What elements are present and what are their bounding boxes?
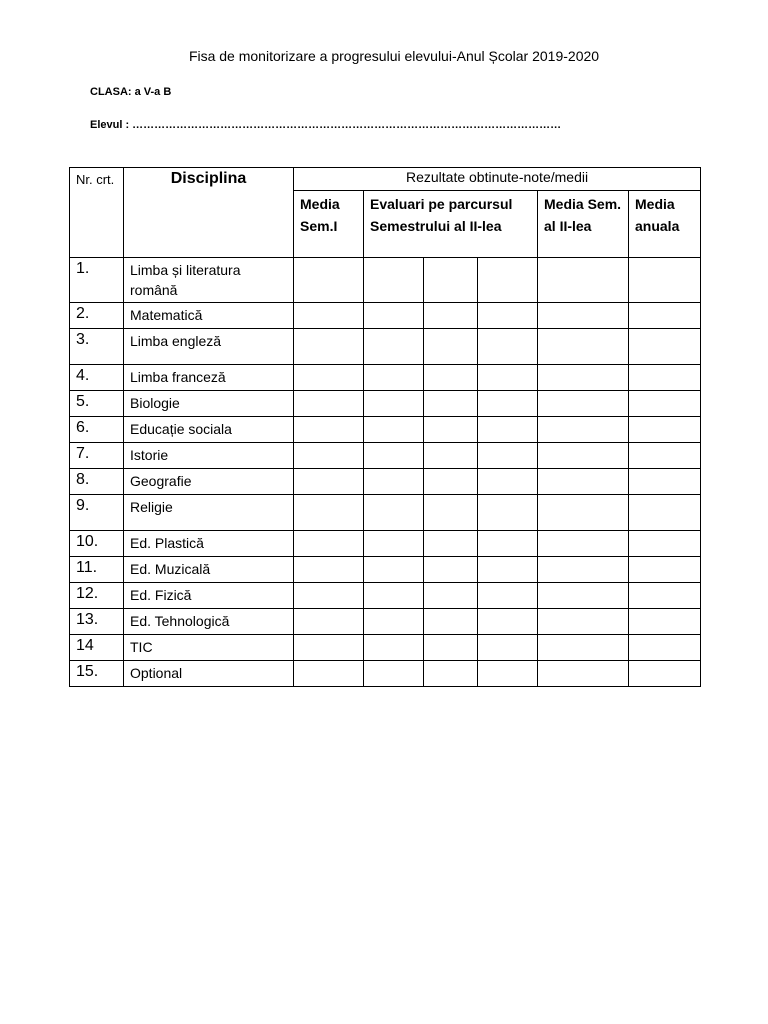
subject-name: Limba engleză [124,329,294,365]
grade-cell-evaluare-2[interactable] [424,495,478,531]
table-row [70,329,701,365]
table-row [70,635,701,661]
grade-cell-media-sem2[interactable] [538,258,629,303]
grade-cell-media-sem2[interactable] [538,443,629,469]
grade-cell-evaluare-2[interactable] [424,469,478,495]
table-row [70,609,701,635]
grade-cell-media-sem1[interactable] [294,635,364,661]
grade-cell-media-sem1[interactable] [294,417,364,443]
grade-cell-media-sem1[interactable] [294,531,364,557]
grade-cell-evaluare-1[interactable] [364,365,424,391]
grade-cell-media-anuala[interactable] [629,609,701,635]
row-number: 15. [70,661,124,687]
grade-cell-evaluare-3[interactable] [478,583,538,609]
grade-cell-evaluare-1[interactable] [364,303,424,329]
grade-cell-evaluare-2[interactable] [424,329,478,365]
grade-cell-evaluare-1[interactable] [364,635,424,661]
grade-cell-evaluare-1[interactable] [364,329,424,365]
grade-cell-evaluare-3[interactable] [478,531,538,557]
grade-cell-evaluare-2[interactable] [424,661,478,687]
row-number: 3. [70,329,124,365]
grade-cell-evaluare-3[interactable] [478,329,538,365]
grade-cell-media-sem1[interactable] [294,329,364,365]
grade-cell-evaluare-2[interactable] [424,417,478,443]
row-number: 1. [70,258,124,303]
table-row [70,443,701,469]
table-row [70,417,701,443]
grade-cell-media-sem1[interactable] [294,469,364,495]
grade-cell-media-anuala[interactable] [629,635,701,661]
grade-cell-evaluare-3[interactable] [478,661,538,687]
student-name-line: Elevul : ……………………………………………………………………………………………………… [90,119,562,131]
row-number: 6. [70,417,124,443]
grade-cell-evaluare-3[interactable] [478,258,538,303]
row-number: 4. [70,365,124,391]
grade-cell-media-anuala[interactable] [629,469,701,495]
header-rezultate: Rezultate obtinute-note/medii [294,168,701,191]
subject-name: TIC [124,635,294,661]
grade-cell-evaluare-1[interactable] [364,469,424,495]
grade-cell-media-sem2[interactable] [538,583,629,609]
row-number: 13. [70,609,124,635]
row-number: 5. [70,391,124,417]
grade-cell-media-sem2[interactable] [538,661,629,687]
grade-cell-media-sem1[interactable] [294,303,364,329]
grade-cell-evaluare-3[interactable] [478,609,538,635]
grade-cell-media-sem1[interactable] [294,557,364,583]
grade-cell-media-anuala[interactable] [629,443,701,469]
row-number: 2. [70,303,124,329]
grade-cell-media-anuala[interactable] [629,583,701,609]
grade-cell-media-sem2[interactable] [538,635,629,661]
grade-cell-evaluare-3[interactable] [478,635,538,661]
grade-cell-evaluare-2[interactable] [424,443,478,469]
subject-name: Educație sociala [124,417,294,443]
grade-cell-evaluare-1[interactable] [364,417,424,443]
grade-cell-media-sem1[interactable] [294,495,364,531]
grade-cell-media-sem2[interactable] [538,495,629,531]
grade-cell-evaluare-3[interactable] [478,303,538,329]
grade-cell-media-anuala[interactable] [629,557,701,583]
grade-cell-media-sem1[interactable] [294,661,364,687]
subject-name: Limba și literatura română [124,258,294,303]
grade-cell-media-sem1[interactable] [294,583,364,609]
grade-cell-evaluare-2[interactable] [424,609,478,635]
table-row [70,495,701,531]
grade-cell-evaluare-3[interactable] [478,469,538,495]
grade-cell-media-anuala[interactable] [629,661,701,687]
row-number: 7. [70,443,124,469]
grade-cell-media-sem2[interactable] [538,391,629,417]
grade-cell-media-anuala[interactable] [629,531,701,557]
table-row [70,391,701,417]
grade-cell-media-sem2[interactable] [538,329,629,365]
grade-cell-media-anuala[interactable] [629,417,701,443]
subject-name: Istorie [124,443,294,469]
grade-cell-evaluare-3[interactable] [478,557,538,583]
grade-cell-evaluare-1[interactable] [364,391,424,417]
grade-cell-evaluare-1[interactable] [364,495,424,531]
grade-cell-evaluare-1[interactable] [364,531,424,557]
header-evaluari: Evaluari pe parcursul Semestrului al II-lea [364,191,538,258]
grade-cell-evaluare-2[interactable] [424,635,478,661]
progress-table [69,167,701,687]
table-row [70,469,701,495]
grade-cell-evaluare-2[interactable] [424,557,478,583]
row-number: 11. [70,557,124,583]
grade-cell-media-sem1[interactable] [294,443,364,469]
subject-name: Geografie [124,469,294,495]
grade-cell-evaluare-1[interactable] [364,609,424,635]
grade-cell-media-anuala[interactable] [629,391,701,417]
grade-cell-evaluare-2[interactable] [424,583,478,609]
subject-name: Religie [124,495,294,531]
grade-cell-evaluare-2[interactable] [424,365,478,391]
grade-cell-media-sem2[interactable] [538,557,629,583]
grade-cell-media-sem2[interactable] [538,469,629,495]
subject-name: Ed. Muzicală [124,557,294,583]
document-title: Fisa de monitorizare a progresului elevului-Anul Școlar 2019-2020 [188,48,600,64]
grade-cell-evaluare-3[interactable] [478,417,538,443]
header-row [70,168,701,191]
subject-name: Ed. Plastică [124,531,294,557]
table-row [70,365,701,391]
table-row [70,531,701,557]
grade-cell-evaluare-3[interactable] [478,443,538,469]
header-nr-crt: Nr. crt. [70,168,124,258]
row-number: 10. [70,531,124,557]
grade-cell-media-anuala[interactable] [629,365,701,391]
subject-name: Limba franceză [124,365,294,391]
table-row [70,661,701,687]
grade-cell-evaluare-3[interactable] [478,495,538,531]
grade-cell-evaluare-2[interactable] [424,258,478,303]
grade-cell-evaluare-1[interactable] [364,583,424,609]
table-row [70,583,701,609]
grade-cell-evaluare-2[interactable] [424,391,478,417]
row-number: 8. [70,469,124,495]
grade-cell-media-sem2[interactable] [538,531,629,557]
class-label: CLASA: a V-a B [90,86,172,98]
subject-name: Biologie [124,391,294,417]
row-number: 9. [70,495,124,531]
grade-cell-media-sem2[interactable] [538,609,629,635]
header-media-sem1: Media Sem.I [294,191,364,258]
row-number: 14 [70,635,124,661]
table-row [70,557,701,583]
grade-cell-media-sem1[interactable] [294,365,364,391]
grade-cell-evaluare-2[interactable] [424,303,478,329]
subject-name: Matematică [124,303,294,329]
grade-cell-evaluare-3[interactable] [478,365,538,391]
grade-cell-media-anuala[interactable] [629,329,701,365]
grade-cell-media-anuala[interactable] [629,495,701,531]
subject-name: Ed. Fizică [124,583,294,609]
grade-cell-media-sem2[interactable] [538,303,629,329]
grade-cell-media-anuala[interactable] [629,258,701,303]
grade-cell-evaluare-3[interactable] [478,391,538,417]
grade-cell-evaluare-1[interactable] [364,258,424,303]
grade-cell-evaluare-1[interactable] [364,661,424,687]
grade-cell-media-sem1[interactable] [294,258,364,303]
row-number: 12. [70,583,124,609]
grade-cell-evaluare-1[interactable] [364,443,424,469]
header-disciplina: Disciplina [124,168,294,258]
subject-name: Ed. Tehnologică [124,609,294,635]
grade-cell-evaluare-2[interactable] [424,531,478,557]
table-row [70,258,701,303]
grade-cell-media-sem1[interactable] [294,609,364,635]
header-media-anuala: Media anuala [629,191,701,258]
subject-name: Optional [124,661,294,687]
grade-cell-media-sem1[interactable] [294,391,364,417]
table-row [70,303,701,329]
grade-cell-evaluare-1[interactable] [364,557,424,583]
grade-cell-media-anuala[interactable] [629,303,701,329]
header-media-sem2: Media Sem. al II-lea [538,191,629,258]
grade-cell-media-sem2[interactable] [538,365,629,391]
table-body [70,258,701,687]
grade-cell-media-sem2[interactable] [538,417,629,443]
